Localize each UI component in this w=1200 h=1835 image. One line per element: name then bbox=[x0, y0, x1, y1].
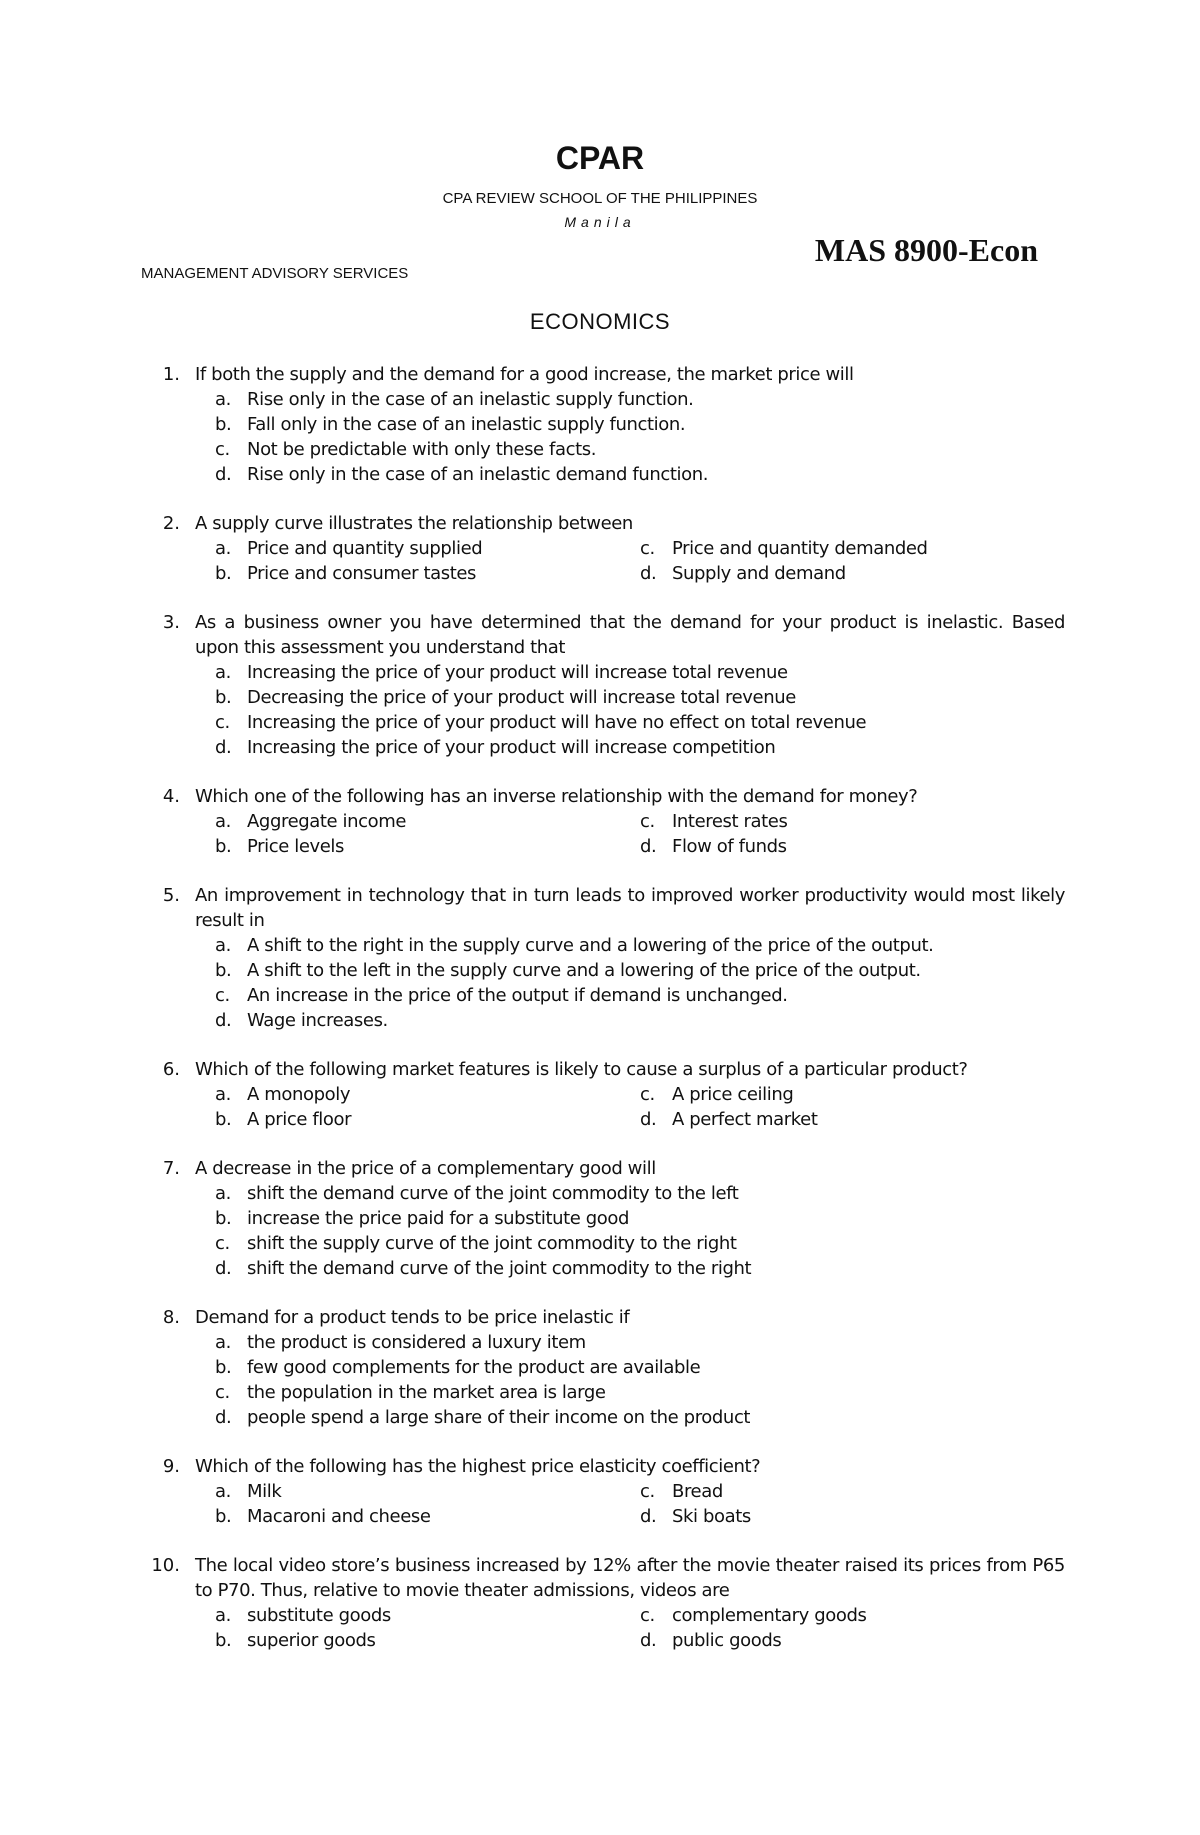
question-list bbox=[150, 362, 1065, 1677]
option-item bbox=[195, 1479, 620, 1504]
question-item bbox=[150, 362, 1065, 487]
option-item bbox=[195, 1082, 620, 1107]
option-text: substitute goods bbox=[247, 1605, 391, 1626]
option-item bbox=[620, 809, 1060, 834]
option-text: Price levels bbox=[247, 836, 345, 857]
option-letter: d. bbox=[215, 737, 232, 758]
option-letter: d. bbox=[640, 836, 657, 857]
school-name: CPA REVIEW SCHOOL OF THE PHILIPPINES bbox=[442, 190, 758, 207]
option-letter: a. bbox=[215, 662, 231, 683]
option-letter: d. bbox=[640, 1109, 657, 1130]
option-text: shift the demand curve of the joint commodity to the right bbox=[247, 1258, 752, 1279]
option-text: Milk bbox=[247, 1481, 282, 1502]
option-letter: b. bbox=[215, 1357, 232, 1378]
question-number: 5. bbox=[162, 885, 180, 906]
option-item bbox=[195, 1603, 620, 1628]
question-text: Which of the following market features is likely to cause a surplus of a particular product? bbox=[195, 1059, 968, 1080]
question-number: 8. bbox=[162, 1307, 180, 1328]
option-letter: b. bbox=[215, 1630, 232, 1651]
option-text: Aggregate income bbox=[247, 811, 407, 832]
option-text: A perfect market bbox=[672, 1109, 818, 1130]
option-letter: c. bbox=[215, 439, 230, 460]
option-item bbox=[195, 1355, 1065, 1380]
option-text: shift the demand curve of the joint commodity to the left bbox=[247, 1183, 739, 1204]
option-letter: c. bbox=[640, 1084, 655, 1105]
option-text: superior goods bbox=[247, 1630, 376, 1651]
school-city: Manila bbox=[564, 214, 636, 230]
question-text: An improvement in technology that in turn leads to improved worker productivity would most likely result in bbox=[195, 885, 1065, 931]
option-item bbox=[195, 834, 620, 859]
option-text: the population in the market area is large bbox=[247, 1382, 606, 1403]
option-letter: a. bbox=[215, 1183, 231, 1204]
option-item bbox=[195, 561, 620, 586]
option-item bbox=[195, 809, 620, 834]
question-number: 6. bbox=[162, 1059, 180, 1080]
question-item bbox=[150, 511, 1065, 586]
option-item bbox=[195, 735, 1065, 760]
option-list bbox=[195, 1479, 1065, 1529]
course-code: MAS 8900-Econ bbox=[814, 232, 1038, 268]
question-text: A decrease in the price of a complementary good will bbox=[195, 1158, 656, 1179]
option-item bbox=[195, 1504, 620, 1529]
option-letter: d. bbox=[215, 1258, 232, 1279]
option-text: A price ceiling bbox=[672, 1084, 794, 1105]
option-letter: c. bbox=[640, 1481, 655, 1502]
option-letter: b. bbox=[215, 687, 232, 708]
option-item bbox=[195, 437, 1065, 462]
option-letter: d. bbox=[640, 1630, 657, 1651]
option-letter: c. bbox=[215, 985, 230, 1006]
option-text: few good complements for the product are available bbox=[247, 1357, 701, 1378]
option-letter: b. bbox=[215, 836, 232, 857]
subject-heading: ECONOMICS bbox=[529, 309, 671, 334]
question-item bbox=[150, 883, 1065, 1033]
option-letter: b. bbox=[215, 960, 232, 981]
option-list bbox=[195, 1603, 1065, 1653]
option-text: people spend a large share of their income on the product bbox=[247, 1407, 751, 1428]
option-item bbox=[620, 1107, 1060, 1132]
option-item bbox=[195, 387, 1065, 412]
department-name: MANAGEMENT ADVISORY SERVICES bbox=[141, 265, 409, 282]
option-item bbox=[195, 933, 1065, 958]
option-text: Flow of funds bbox=[672, 836, 787, 857]
option-list bbox=[195, 1330, 1065, 1430]
question-number: 9. bbox=[162, 1456, 180, 1477]
option-letter: c. bbox=[640, 811, 655, 832]
question-number: 4. bbox=[162, 786, 180, 807]
option-text: Bread bbox=[672, 1481, 723, 1502]
option-letter: d. bbox=[640, 563, 657, 584]
option-text: Rise only in the case of an inelastic demand function. bbox=[247, 464, 709, 485]
option-text: Not be predictable with only these facts. bbox=[247, 439, 597, 460]
option-letter: b. bbox=[215, 1506, 232, 1527]
option-item bbox=[620, 834, 1060, 859]
question-item bbox=[150, 1454, 1065, 1529]
option-item bbox=[620, 1479, 1060, 1504]
option-text: the product is considered a luxury item bbox=[247, 1332, 586, 1353]
option-letter: a. bbox=[215, 935, 231, 956]
option-letter: d. bbox=[640, 1506, 657, 1527]
option-letter: b. bbox=[215, 563, 232, 584]
option-letter: a. bbox=[215, 811, 231, 832]
option-letter: a. bbox=[215, 389, 231, 410]
option-letter: b. bbox=[215, 414, 232, 435]
option-letter: b. bbox=[215, 1109, 232, 1130]
option-item bbox=[620, 1603, 1060, 1628]
option-item bbox=[195, 983, 1065, 1008]
option-letter: a. bbox=[215, 1332, 231, 1353]
question-text: As a business owner you have determined that the demand for your product is inelastic. Based upon this assessment you understand that bbox=[195, 612, 1065, 658]
option-text: A monopoly bbox=[247, 1084, 351, 1105]
option-item bbox=[195, 1206, 1065, 1231]
question-text: Which one of the following has an inverse relationship with the demand for money? bbox=[195, 786, 918, 807]
option-text: Price and consumer tastes bbox=[247, 563, 477, 584]
option-letter: d. bbox=[215, 464, 232, 485]
option-text: Increasing the price of your product will increase competition bbox=[247, 737, 776, 758]
option-text: Wage increases. bbox=[247, 1010, 388, 1031]
option-item bbox=[195, 462, 1065, 487]
option-letter: c. bbox=[215, 1382, 230, 1403]
option-list bbox=[195, 387, 1065, 487]
option-item bbox=[195, 1330, 1065, 1355]
question-number: 1. bbox=[162, 364, 180, 385]
question-item bbox=[150, 1156, 1065, 1281]
option-list bbox=[195, 660, 1065, 760]
option-letter: c. bbox=[215, 712, 230, 733]
option-item bbox=[620, 561, 1060, 586]
question-item bbox=[150, 784, 1065, 859]
question-number: 10. bbox=[151, 1555, 180, 1576]
option-letter: a. bbox=[215, 1481, 231, 1502]
document-title: CPAR bbox=[555, 140, 645, 176]
option-text: increase the price paid for a substitute good bbox=[247, 1208, 630, 1229]
option-text: Ski boats bbox=[672, 1506, 751, 1527]
question-text: If both the supply and the demand for a good increase, the market price will bbox=[195, 364, 854, 385]
option-item bbox=[620, 1628, 1060, 1653]
option-item bbox=[195, 1628, 620, 1653]
option-letter: a. bbox=[215, 1084, 231, 1105]
option-text: An increase in the price of the output if demand is unchanged. bbox=[247, 985, 788, 1006]
option-letter: d. bbox=[215, 1407, 232, 1428]
option-text: Rise only in the case of an inelastic supply function. bbox=[247, 389, 694, 410]
option-text: complementary goods bbox=[672, 1605, 867, 1626]
option-item bbox=[195, 660, 1065, 685]
option-item bbox=[195, 710, 1065, 735]
option-list bbox=[195, 933, 1065, 1033]
option-list bbox=[195, 809, 1065, 859]
option-item bbox=[195, 1380, 1065, 1405]
question-text: Demand for a product tends to be price inelastic if bbox=[195, 1307, 630, 1328]
question-item bbox=[150, 610, 1065, 760]
option-item bbox=[195, 1107, 620, 1132]
option-text: Interest rates bbox=[672, 811, 788, 832]
option-item bbox=[195, 685, 1065, 710]
question-number: 3. bbox=[162, 612, 180, 633]
option-list bbox=[195, 1181, 1065, 1281]
question-text: The local video store’s business increased by 12% after the movie theater raised its prices from P65 to P70. Thus, relative to movie theater admissions, videos are bbox=[195, 1555, 1065, 1601]
option-letter: c. bbox=[640, 1605, 655, 1626]
option-text: Supply and demand bbox=[672, 563, 846, 584]
option-item bbox=[195, 1256, 1065, 1281]
option-item bbox=[195, 1231, 1065, 1256]
option-item bbox=[195, 536, 620, 561]
option-letter: b. bbox=[215, 1208, 232, 1229]
question-item bbox=[150, 1305, 1065, 1430]
option-text: Increasing the price of your product will increase total revenue bbox=[247, 662, 788, 683]
option-text: A price floor bbox=[247, 1109, 352, 1130]
question-number: 2. bbox=[162, 513, 180, 534]
option-item bbox=[195, 1008, 1065, 1033]
option-text: Macaroni and cheese bbox=[247, 1506, 431, 1527]
option-item bbox=[195, 1181, 1065, 1206]
option-item bbox=[195, 1405, 1065, 1430]
option-letter: a. bbox=[215, 1605, 231, 1626]
option-item bbox=[620, 1082, 1060, 1107]
question-item bbox=[150, 1553, 1065, 1653]
question-text: A supply curve illustrates the relationship between bbox=[195, 513, 633, 534]
option-letter: a. bbox=[215, 538, 231, 559]
option-item bbox=[195, 412, 1065, 437]
option-letter: c. bbox=[640, 538, 655, 559]
option-letter: c. bbox=[215, 1233, 230, 1254]
question-text: Which of the following has the highest price elasticity coefficient? bbox=[195, 1456, 761, 1477]
option-item bbox=[620, 536, 1060, 561]
option-item bbox=[195, 958, 1065, 983]
question-item bbox=[150, 1057, 1065, 1132]
question-number: 7. bbox=[162, 1158, 180, 1179]
option-text: Increasing the price of your product will have no effect on total revenue bbox=[247, 712, 867, 733]
option-text: Decreasing the price of your product will increase total revenue bbox=[247, 687, 796, 708]
option-item bbox=[620, 1504, 1060, 1529]
option-text: A shift to the right in the supply curve and a lowering of the price of the output. bbox=[247, 935, 934, 956]
option-text: shift the supply curve of the joint commodity to the right bbox=[247, 1233, 737, 1254]
option-list bbox=[195, 536, 1065, 586]
option-letter: d. bbox=[215, 1010, 232, 1031]
option-text: Fall only in the case of an inelastic supply function. bbox=[247, 414, 686, 435]
option-text: Price and quantity demanded bbox=[672, 538, 928, 559]
option-text: Price and quantity supplied bbox=[247, 538, 483, 559]
option-text: A shift to the left in the supply curve and a lowering of the price of the output. bbox=[247, 960, 921, 981]
option-list bbox=[195, 1082, 1065, 1132]
option-text: public goods bbox=[672, 1630, 782, 1651]
